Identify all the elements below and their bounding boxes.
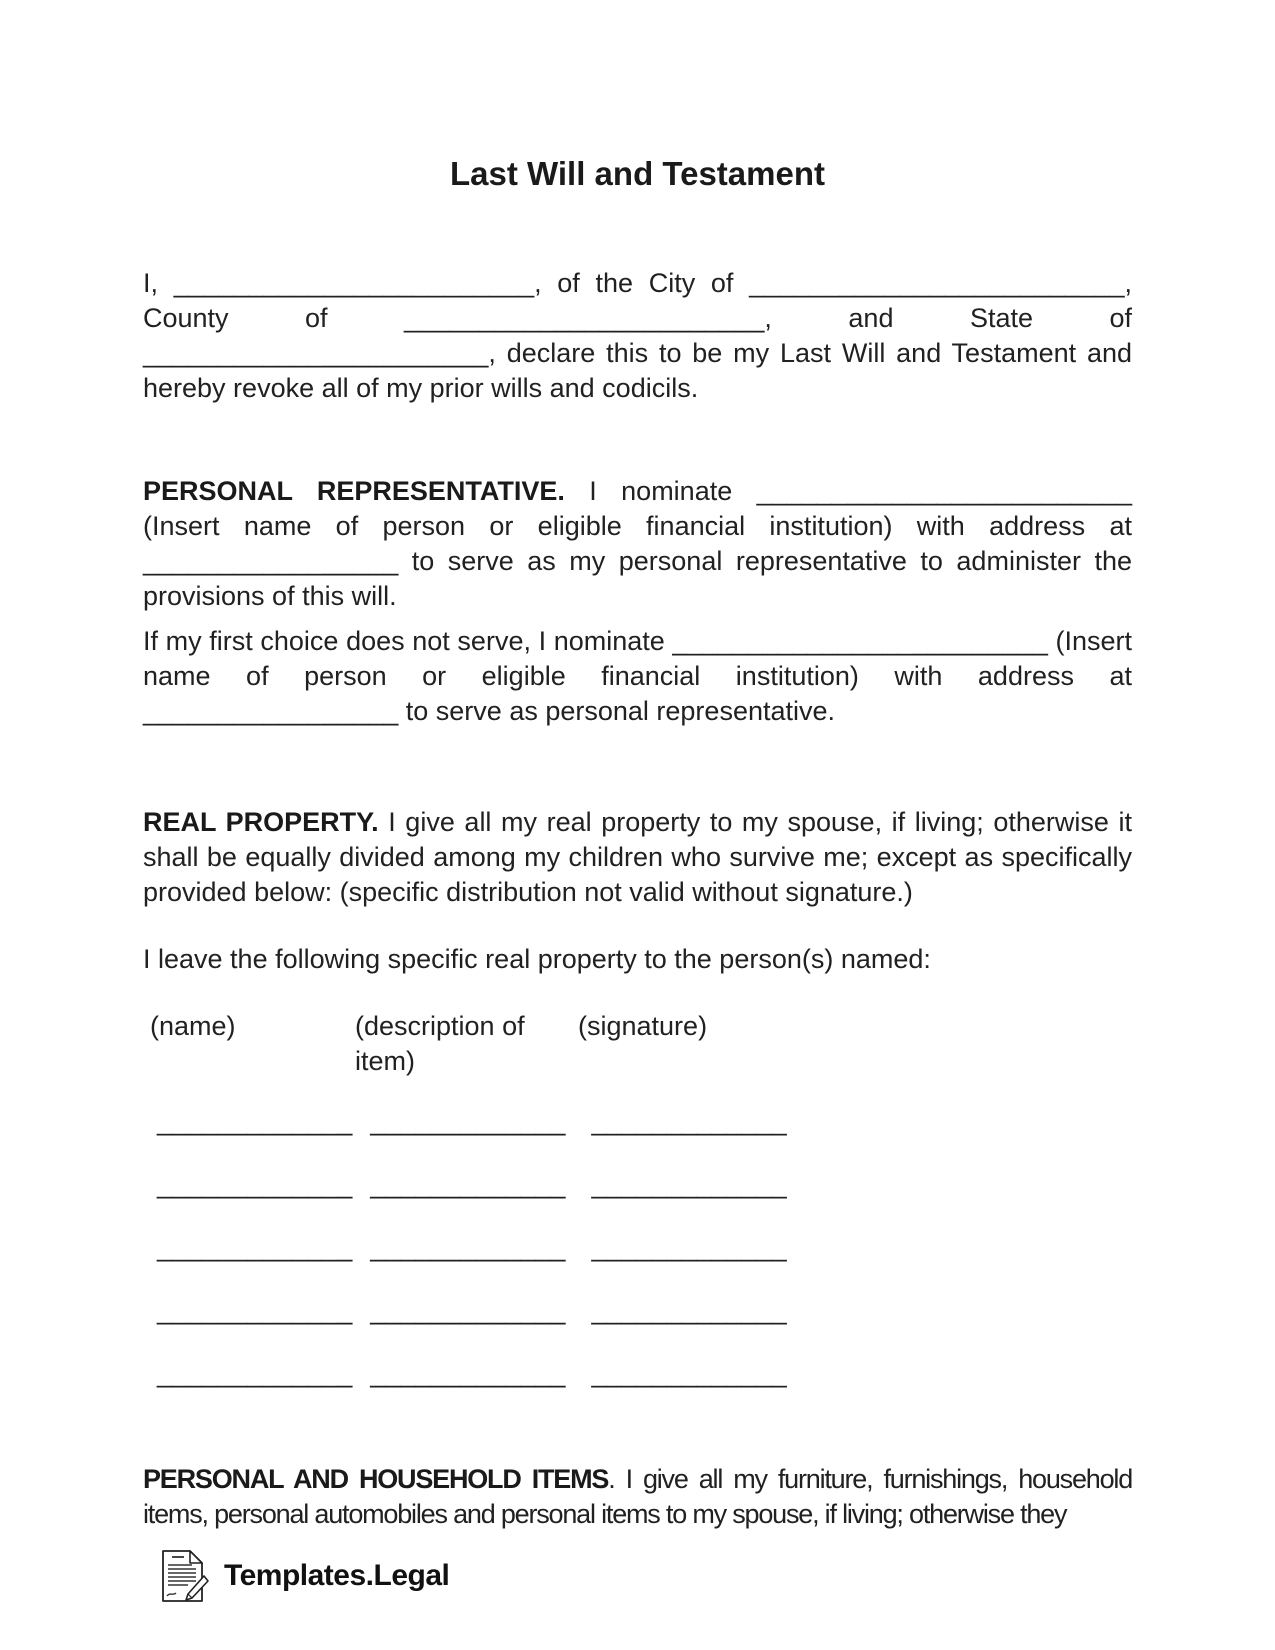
signature-blank-line: _____________ <box>591 1358 787 1388</box>
description-blank-line: _____________ <box>370 1358 566 1388</box>
description-blank-line: _____________ <box>370 1232 566 1262</box>
column-header-name: (name) <box>150 1011 236 1041</box>
description-blank-line: _____________ <box>370 1295 566 1325</box>
real-property-heading: REAL PROPERTY. <box>143 807 379 837</box>
column-header-signature: (signature) <box>578 1011 708 1041</box>
table-row <box>157 1279 1132 1342</box>
real-property-text: I give all my real property to my spouse, if living; otherwise it shall be equally divided among my children who survive me; except as specifically provided below: (specific distribution not valid without signature.) <box>143 807 1132 907</box>
signature-blank-line: _____________ <box>591 1169 787 1199</box>
signature-blank-line: _____________ <box>591 1106 787 1136</box>
signature-blank-line: _____________ <box>591 1232 787 1262</box>
page-title: Last Will and Testament <box>450 155 825 192</box>
table-row <box>157 1342 1132 1405</box>
name-blank-line: _____________ <box>157 1295 353 1325</box>
document-pen-icon <box>158 1548 210 1604</box>
personal-household-items-text: . I give all my furniture, furnishings, household items, personal automobiles and personal items to my spouse, if living; otherwise they <box>143 1464 1133 1529</box>
table-row <box>157 1216 1132 1279</box>
personal-household-items-heading: PERSONAL AND HOUSEHOLD ITEMS <box>143 1464 609 1494</box>
personal-representative-paragraph <box>143 474 1132 614</box>
opening-declaration-text: I, ________________________, of the City of _________________________, County of ________________________, and State of _______________________, declare this to be my Last Will and Testament and hereby revoke all of my prior wills and codicils. <box>143 268 1132 403</box>
opening-declaration-paragraph <box>143 266 1132 406</box>
alternate-representative-text: If my first choice does not serve, I nominate _________________________ (Insert name of person or eligible financial institution) with address at _________________ to serve as personal representative. <box>143 626 1132 726</box>
table-row <box>157 1153 1132 1216</box>
personal-household-items-paragraph <box>143 1462 1132 1532</box>
name-blank-line: _____________ <box>157 1232 353 1262</box>
brand-name: Templates.Legal <box>224 1559 450 1592</box>
table-row <box>157 1090 1132 1153</box>
description-blank-line: _____________ <box>370 1169 566 1199</box>
signature-blank-line: _____________ <box>591 1295 787 1325</box>
fill-in-table <box>143 1090 1132 1405</box>
real-property-paragraph <box>143 805 1132 910</box>
templates-legal-logo <box>158 1548 1132 1604</box>
name-blank-line: _____________ <box>157 1106 353 1136</box>
fill-in-table-header <box>143 1009 1132 1079</box>
name-blank-line: _____________ <box>157 1358 353 1388</box>
name-blank-line: _____________ <box>157 1169 353 1199</box>
personal-representative-heading: PERSONAL REPRESENTATIVE. <box>143 476 565 506</box>
personal-representative-text: I nominate _________________________ (Insert name of person or eligible financial institution) with address at _________________ to serve as my personal representative to administer the provisions of this will. <box>143 476 1132 611</box>
alternate-representative-paragraph <box>143 624 1132 729</box>
column-header-description: (description of item) <box>355 1011 525 1076</box>
description-blank-line: _____________ <box>370 1106 566 1136</box>
real-property-lead-in: I leave the following specific real property to the person(s) named: <box>143 944 931 974</box>
